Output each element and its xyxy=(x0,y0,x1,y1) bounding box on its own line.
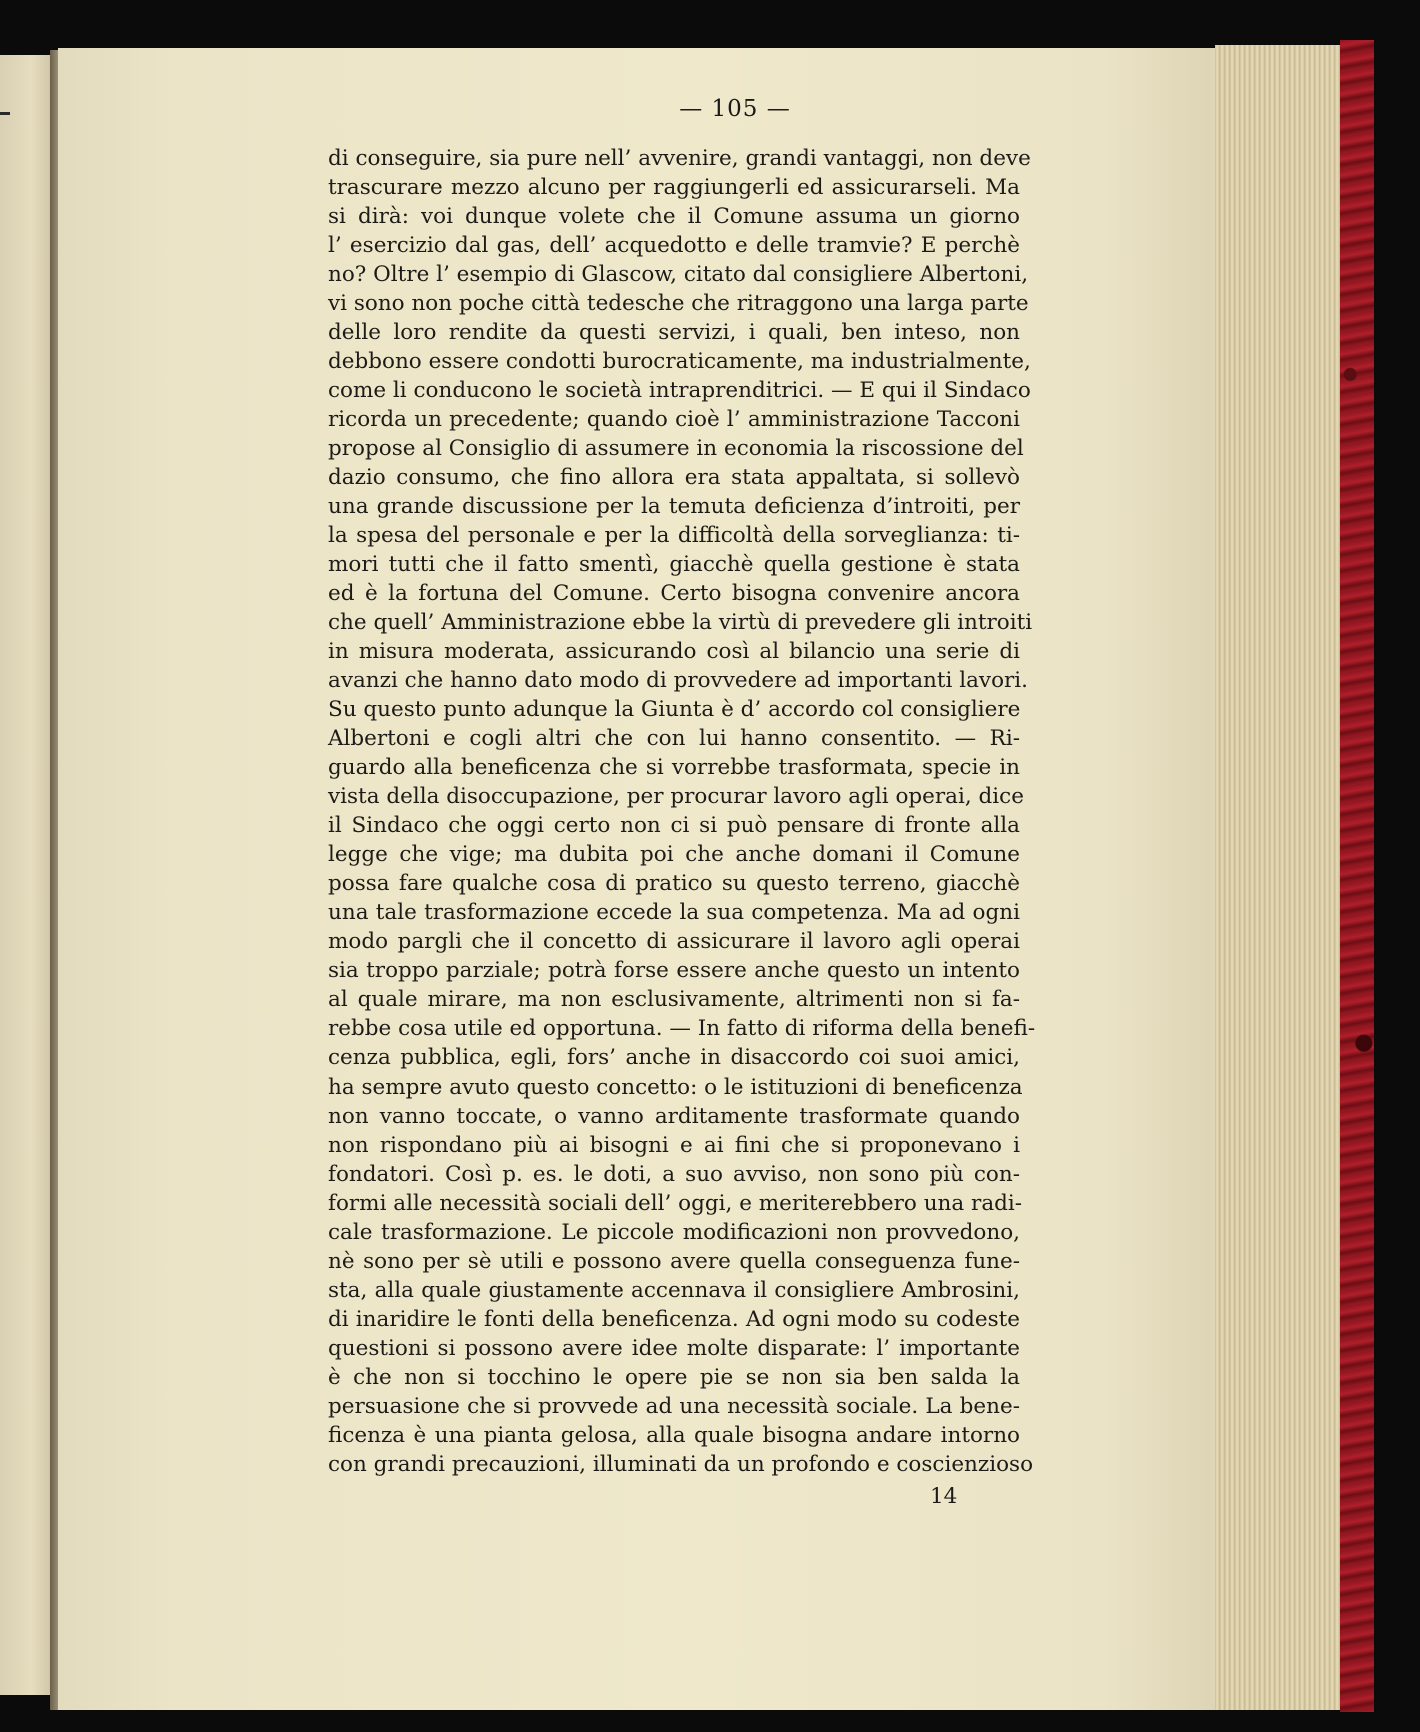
text-line: non rispondano più ai bisogni e ai fini che si proponevano i xyxy=(328,1132,1020,1158)
text-line: è che non si tocchino le opere pie se non sia ben salda la xyxy=(328,1364,1020,1390)
text-line: ha sempre avuto questo concetto: o le istituzioni di beneficenza xyxy=(328,1074,1023,1100)
text-line: legge che vige; ma dubita poi che anche domani il Comune xyxy=(328,842,1020,868)
text-line: questioni si possono avere idee molte disparate: l’ importante xyxy=(328,1335,1020,1361)
text-line: formi alle necessità sociali dell’ oggi, e meriterebbero una radi- xyxy=(328,1190,1023,1216)
text-line: l’ esercizio dal gas, dell’ acquedotto e delle tramvie? E perchè xyxy=(328,233,1020,259)
text-line: cenza pubblica, egli, fors’ anche in disaccordo coi suoi amici, xyxy=(328,1045,1020,1071)
text-line: la spesa del personale e per la difficoltà della sorveglianza: ti- xyxy=(328,523,1020,549)
body-text xyxy=(328,144,1036,1479)
text-line: di conseguire, sia pure nell’ avvenire, grandi vantaggi, non deve xyxy=(328,146,1031,171)
text-line: con grandi precauzioni, illuminati da un profondo e coscienzioso xyxy=(328,1451,1034,1477)
text-line: trascurare mezzo alcuno per raggiungerli ed assicurarseli. Ma xyxy=(328,175,1020,201)
text-line: Su questo punto adunque la Giunta è d’ accordo col consigliere xyxy=(328,697,1021,723)
text-line: mori tutti che il fatto smentì, giacchè quella gestione è stata xyxy=(328,552,1020,578)
text-line: sia troppo parziale; potrà forse essere anche questo un intento xyxy=(328,958,1020,984)
text-line: non vanno toccate, o vanno arditamente trasformate quando xyxy=(328,1103,1020,1129)
text-line: persuasione che si provvede ad una necessità sociale. La bene- xyxy=(328,1393,1020,1419)
text-line: possa fare qualche cosa di pratico su questo terreno, giacchè xyxy=(328,871,1020,897)
text-line: ficenza è una pianta gelosa, alla quale bisogna andare intorno xyxy=(328,1422,1020,1448)
text-line: fondatori. Così p. es. le doti, a suo avviso, non sono più con- xyxy=(328,1161,1020,1187)
text-line: si dirà: voi dunque volete che il Comune assuma un giorno xyxy=(328,204,1020,230)
text-line: nè sono per sè utili e possono avere quella conseguenza fune- xyxy=(328,1248,1020,1274)
page-block-edges xyxy=(1215,45,1345,1710)
text-line: una grande discussione per la temuta deficienza d’introiti, per xyxy=(328,494,1020,520)
signature-mark: 14 xyxy=(930,1484,958,1509)
previous-page-edge xyxy=(0,55,52,1695)
text-line: una tale trasformazione eccede la sua competenza. Ma ad ogni xyxy=(328,900,1020,926)
text-line: no? Oltre l’ esempio di Glascow, citato dal consigliere Albertoni, xyxy=(328,262,1029,288)
text-line: di inaridire le fonti della beneficenza. Ad ogni modo su codeste xyxy=(328,1306,1020,1332)
marbled-cover-edge xyxy=(1340,40,1374,1712)
page-header-number: — 105 — xyxy=(679,96,791,122)
text-line: rebbe cosa utile ed opportuna. — In fatto di riforma della benefi- xyxy=(328,1016,1036,1042)
text-line: vi sono non poche città tedesche che ritraggono una larga parte xyxy=(328,291,1029,317)
text-line: guardo alla beneficenza che si vorrebbe trasformata, specie in xyxy=(328,755,1020,781)
text-line: ed è la fortuna del Comune. Certo bisogna convenire ancora xyxy=(328,581,1020,607)
text-line: delle loro rendite da questi servizi, i quali, ben inteso, non xyxy=(328,320,1020,346)
text-line: Albertoni e cogli altri che con lui hanno consentito. — Ri- xyxy=(328,726,1020,752)
text-line: modo pargli che il concetto di assicurare il lavoro agli operai xyxy=(328,929,1020,955)
text-line: ricorda un precedente; quando cioè l’ amministrazione Tacconi xyxy=(328,407,1020,433)
text-line: come li conducono le società intraprenditrici. — E qui il Sindaco xyxy=(328,378,1031,404)
text-line: cale trasformazione. Le piccole modificazioni non provvedono, xyxy=(328,1219,1020,1245)
text-line: avanzi che hanno dato modo di provvedere ad importanti lavori. xyxy=(328,668,1029,694)
text-line: propose al Consiglio di assumere in economia la riscossione del xyxy=(328,436,1024,462)
text-line: in misura moderata, assicurando così al bilancio una serie di xyxy=(328,639,1020,665)
text-line: sta, alla quale giustamente accennava il consigliere Ambrosini, xyxy=(328,1277,1020,1303)
text-line: dazio consumo, che fino allora era stata appaltata, si sollevò xyxy=(328,465,1020,491)
text-line: il Sindaco che oggi certo non ci si può pensare di fronte alla xyxy=(328,813,1020,839)
text-line: debbono essere condotti burocraticamente, ma industrialmente, xyxy=(328,349,1031,375)
text-line: vista della disoccupazione, per procurar lavoro agli operai, dice xyxy=(328,784,1024,810)
text-line: che quell’ Amministrazione ebbe la virtù di prevedere gli introiti xyxy=(328,610,1033,636)
text-line: al quale mirare, ma non esclusivamente, altrimenti non si fa- xyxy=(328,987,1020,1013)
